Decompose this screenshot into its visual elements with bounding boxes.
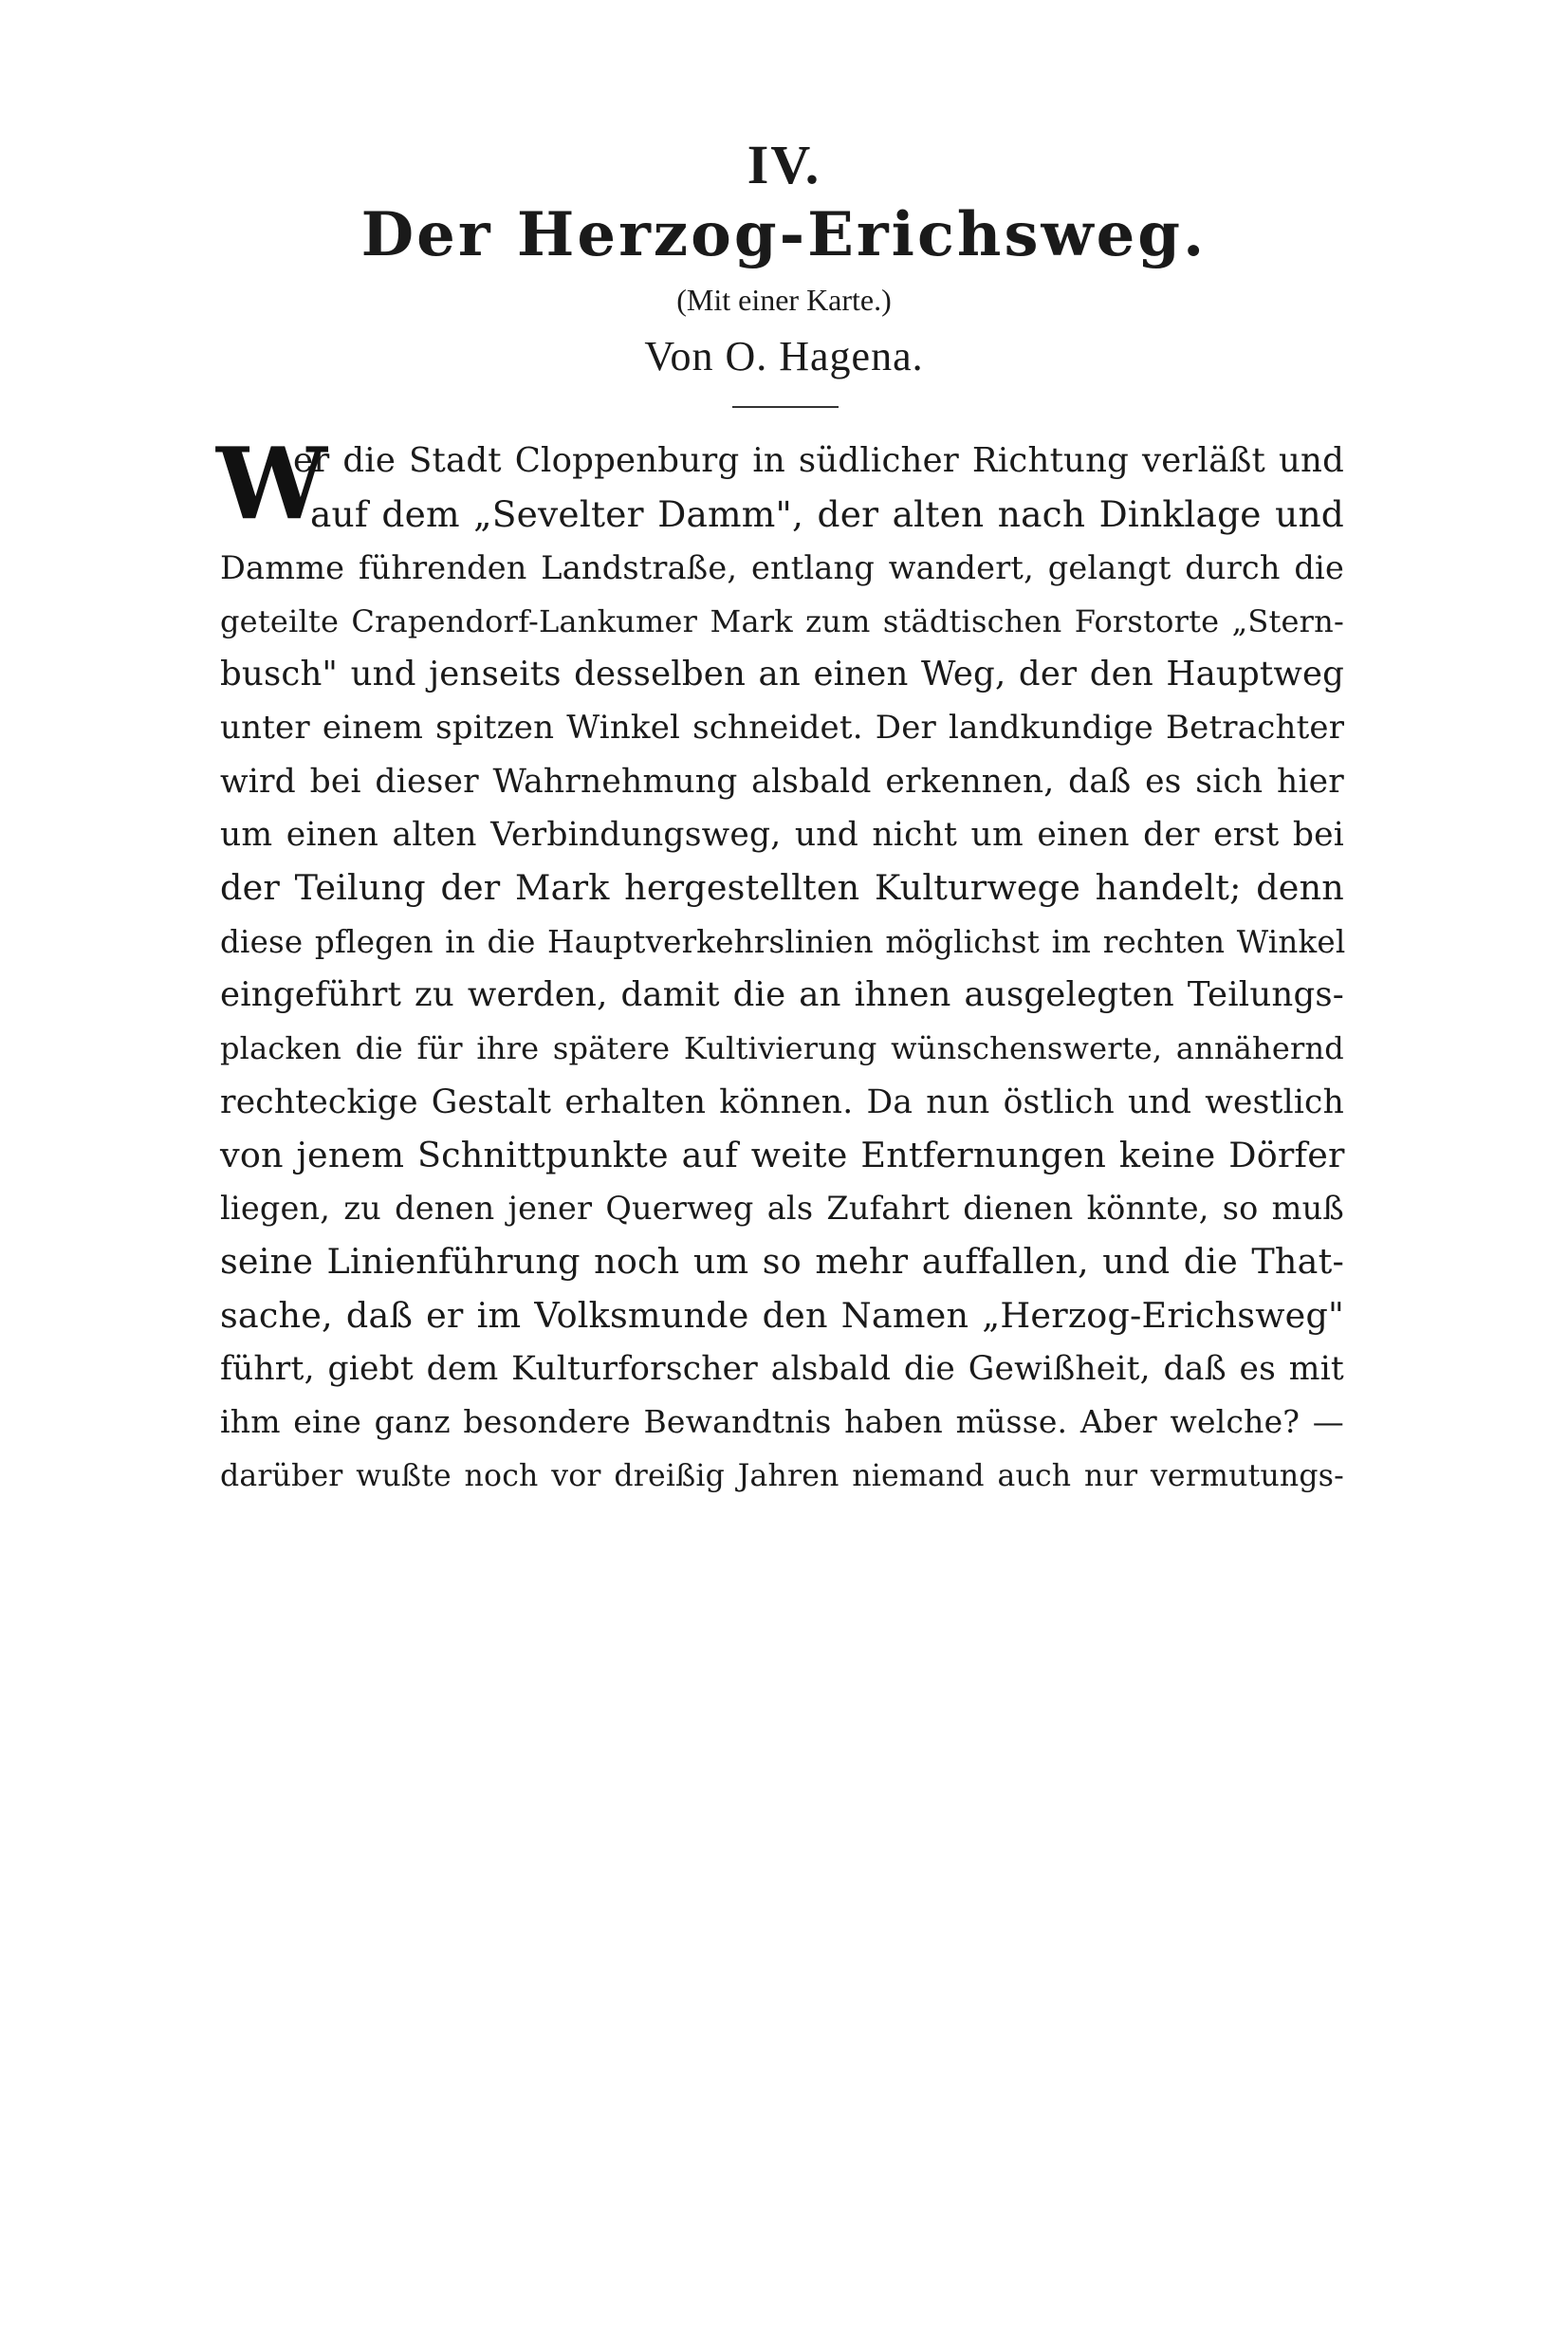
paragraph-line: eingeführt zu werden, damit die an ihnen ausgelegten Teilungs- [220,974,1344,1014]
paragraph-line: führt, giebt dem Kulturforscher alsbald die Gewißheit, daß es mit [220,1350,1344,1389]
author-byline: Von O. Hagena. [644,333,924,379]
chapter-title: Der Herzog-Erichsweg. [360,199,1208,270]
paragraph-line: um einen alten Verbindungsweg, und nicht um einen der erst bei [220,816,1344,855]
body-text [216,425,1346,1503]
paragraph-line: von jenem Schnittpunkte auf weite Entfernungen keine Dörfer [220,1134,1345,1175]
paragraph-line-text: er die Stadt Cloppenburg in südlicher Richtung verläßt und [293,441,1344,480]
paragraph-line: sache, daß er im Volksmunde den Namen „Herzog-Erichsweg" [220,1294,1344,1336]
paragraph-line: auf dem „Sevelter Damm", der alten nach Dinklage und [310,493,1344,536]
paragraph-line: rechteckige Gestalt erhalten können. Da nun östlich und westlich [220,1082,1344,1121]
paragraph-line: darüber wußte noch vor dreißig Jahren niemand auch nur vermutungs- [220,1458,1344,1493]
paragraph-line: busch" und jenseits desselben an einen Weg, der den Hauptweg [220,655,1345,694]
section-divider [732,406,839,408]
chapter-subtitle: (Mit einer Karte.) [676,283,892,317]
paragraph-line: geteilte Crapendorf-Lankumer Mark zum städtischen Forstorte „Stern- [220,602,1344,639]
paragraph-line: der Teilung der Mark hergestellten Kulturwege handelt; denn [220,867,1344,909]
drop-cap: W [216,425,327,542]
paragraph-line: wird bei dieser Wahrnehmung alsbald erkennen, daß es sich hier [220,762,1344,801]
paragraph-line: seine Linienführung noch um so mehr auffallen, und die That- [220,1241,1344,1283]
paragraph-line: ihm eine ganz besondere Bewandtnis haben müsse. Aber welche? — [220,1403,1344,1441]
chapter-number: IV. [747,134,821,195]
paragraph-line: unter einem spitzen Winkel schneidet. Der landkundige Betrachter [220,709,1345,748]
paragraph-line: liegen, zu denen jener Querweg als Zufahrt dienen könnte, so muß [220,1190,1344,1228]
paragraph-line: placken die für ihre spätere Kultivierung wünschenswerte, annähernd [220,1030,1344,1067]
paragraph-line: Damme führenden Landstraße, entlang wandert, gelangt durch die [220,548,1344,586]
paragraph-line: diese pflegen in die Hauptverkehrslinien möglichst im rechten Winkel [220,923,1346,960]
